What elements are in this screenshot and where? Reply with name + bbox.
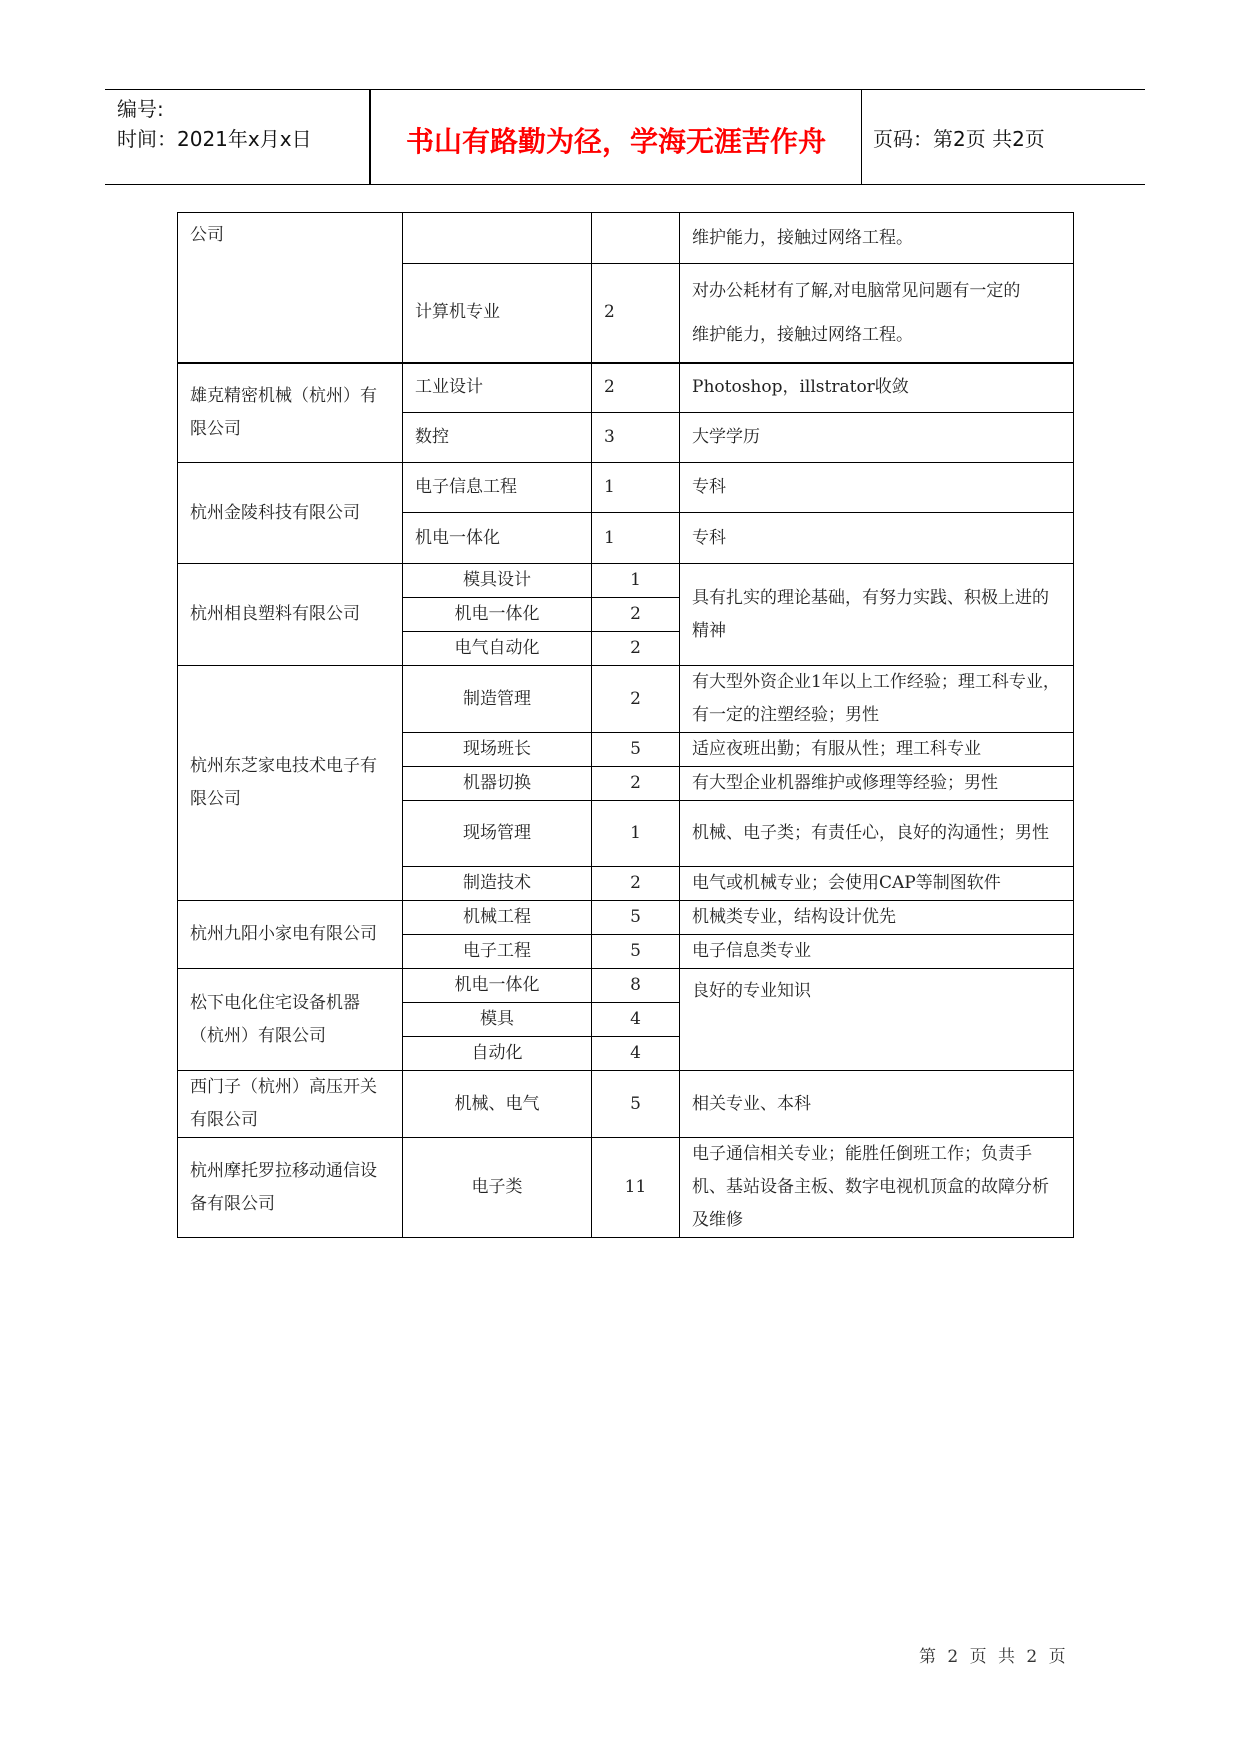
requirement-cell: 电气或机械专业；会使用CAP等制图软件	[680, 867, 1074, 901]
requirement-cell: 对办公耗材有了解,对电脑常见问题有一定的 维护能力，接触过网络工程。	[680, 264, 1074, 363]
company-cell: 杭州东芝家电技术电子有限公司	[178, 666, 403, 901]
requirement-cell: 有大型企业机器维护或修理等经验；男性	[680, 767, 1074, 801]
table-row	[178, 1071, 1074, 1138]
job-table	[177, 212, 1074, 1238]
major-cell: 机械工程	[403, 901, 592, 935]
count-cell: 3	[592, 413, 680, 463]
company-cell: 松下电化住宅设备机器（杭州）有限公司	[178, 969, 403, 1071]
count-cell: 2	[592, 264, 680, 363]
page-footer: 第 2 页 共 2 页	[919, 1647, 1066, 1667]
requirement-cell: Photoshop，illstrator收敛	[680, 363, 1074, 413]
count-cell: 4	[592, 1003, 680, 1037]
major-cell: 机械、电气	[403, 1071, 592, 1138]
requirement-cell: 专科	[680, 513, 1074, 564]
table-row	[178, 1138, 1074, 1238]
table-row	[178, 901, 1074, 935]
major-cell: 机电一体化	[403, 598, 592, 632]
table-row	[178, 564, 1074, 598]
table-row	[178, 666, 1074, 733]
requirement-cell: 专科	[680, 463, 1074, 513]
major-cell: 制造管理	[403, 666, 592, 733]
count-cell: 5	[592, 935, 680, 969]
major-cell: 现场管理	[403, 801, 592, 867]
major-cell: 机器切换	[403, 767, 592, 801]
count-cell: 1	[592, 564, 680, 598]
count-cell: 1	[592, 513, 680, 564]
major-cell: 电子类	[403, 1138, 592, 1238]
count-cell: 2	[592, 867, 680, 901]
requirement-cell: 机械类专业，结构设计优先	[680, 901, 1074, 935]
header-meta	[117, 94, 312, 154]
requirement-cell: 具有扎实的理论基础，有努力实践、积极上进的精神	[680, 564, 1074, 666]
header-motto: 书山有路勤为径，学海无涯苦作舟	[405, 125, 826, 158]
major-cell: 电气自动化	[403, 632, 592, 666]
company-cell: 公司	[178, 213, 403, 363]
count-cell: 8	[592, 969, 680, 1003]
requirement-cell: 电子信息类专业	[680, 935, 1074, 969]
number-label: 编号:	[117, 97, 164, 121]
company-cell: 杭州摩托罗拉移动通信设备有限公司	[178, 1138, 403, 1238]
major-cell: 计算机专业	[403, 264, 592, 363]
requirement-cell: 维护能力，接触过网络工程。	[680, 213, 1074, 264]
requirement-cell: 相关专业、本科	[680, 1071, 1074, 1138]
requirement-cell: 适应夜班出勤；有服从性；理工科专业	[680, 733, 1074, 767]
count-cell: 5	[592, 901, 680, 935]
count-cell: 1	[592, 801, 680, 867]
page-header	[105, 89, 1145, 185]
count-cell: 11	[592, 1138, 680, 1238]
major-cell: 机电一体化	[403, 513, 592, 564]
major-cell: 模具	[403, 1003, 592, 1037]
count-cell	[592, 213, 680, 264]
requirement-cell: 有大型外资企业1年以上工作经验；理工科专业，有一定的注塑经验；男性	[680, 666, 1074, 733]
count-cell: 2	[592, 632, 680, 666]
table-row	[178, 213, 1074, 264]
major-cell: 电子信息工程	[403, 463, 592, 513]
major-cell: 现场班长	[403, 733, 592, 767]
table-row	[178, 463, 1074, 513]
requirement-cell: 大学学历	[680, 413, 1074, 463]
count-cell: 2	[592, 598, 680, 632]
table-row	[178, 363, 1074, 413]
company-cell: 杭州九阳小家电有限公司	[178, 901, 403, 969]
company-cell: 西门子（杭州）高压开关有限公司	[178, 1071, 403, 1138]
company-cell: 杭州相良塑料有限公司	[178, 564, 403, 666]
requirement-cell: 良好的专业知识	[680, 969, 1074, 1071]
major-cell: 机电一体化	[403, 969, 592, 1003]
count-cell: 5	[592, 1071, 680, 1138]
major-cell: 自动化	[403, 1037, 592, 1071]
major-cell: 电子工程	[403, 935, 592, 969]
header-divider	[861, 90, 862, 184]
count-cell: 2	[592, 666, 680, 733]
header-page-label: 页码：第2页 共2页	[873, 127, 1045, 151]
count-cell: 2	[592, 767, 680, 801]
major-cell	[403, 213, 592, 264]
requirement-cell: 机械、电子类；有责任心，良好的沟通性；男性	[680, 801, 1074, 867]
company-cell: 杭州金陵科技有限公司	[178, 463, 403, 564]
count-cell: 5	[592, 733, 680, 767]
table-row	[178, 969, 1074, 1003]
company-cell: 雄克精密机械（杭州）有限公司	[178, 363, 403, 463]
count-cell: 2	[592, 363, 680, 413]
count-cell: 1	[592, 463, 680, 513]
major-cell: 模具设计	[403, 564, 592, 598]
major-cell: 工业设计	[403, 363, 592, 413]
date-label: 时间：2021年x月x日	[117, 127, 312, 151]
major-cell: 数控	[403, 413, 592, 463]
major-cell: 制造技术	[403, 867, 592, 901]
requirement-cell: 电子通信相关专业；能胜任倒班工作；负责手机、基站设备主板、数字电视机顶盒的故障分析及维修	[680, 1138, 1074, 1238]
count-cell: 4	[592, 1037, 680, 1071]
